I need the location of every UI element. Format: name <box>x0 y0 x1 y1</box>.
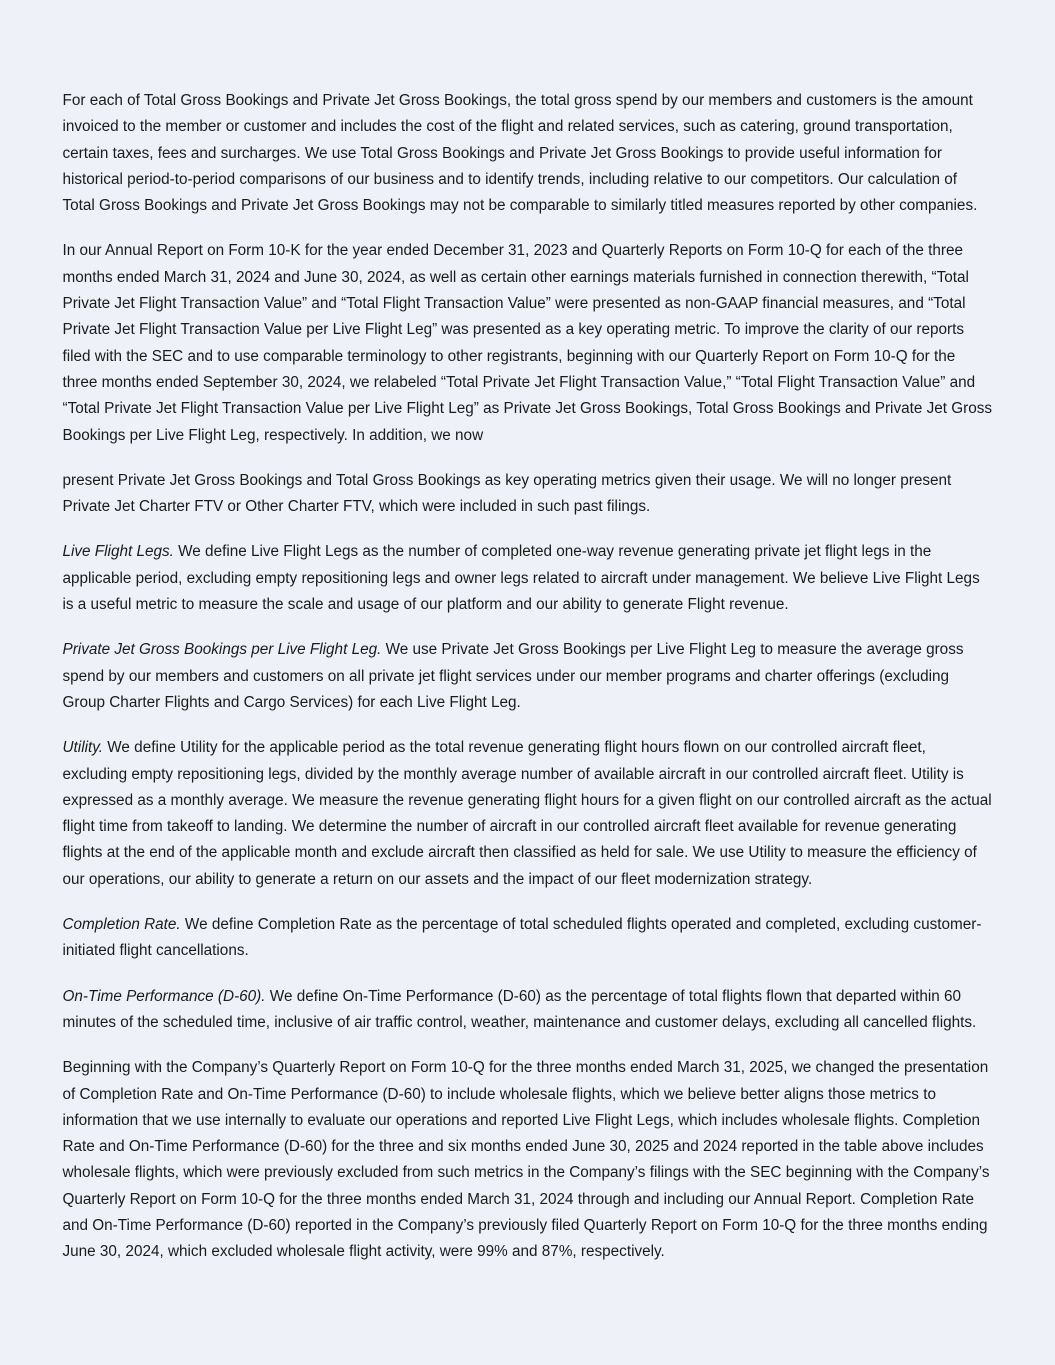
paragraph-live-flight-legs <box>63 539 993 618</box>
paragraph-key-operating-metrics <box>63 468 993 521</box>
paragraph-text: For each of Total Gross Bookings and Private Jet Gross Bookings, the total gross spend by our members and customers is the amount invoiced to the member or customer and includes the cost of the flight and related services, such as catering, ground transportation, certain taxes, fees and surcharges. We use Total Gross Bookings and Private Jet Gross Bookings to provide useful information for historical period-to-period comparisons of our business and to identify trends, including relative to our competitors. Our calculation of Total Gross Bookings and Private Jet Gross Bookings may not be comparable to similarly titled measures reported by other companies. <box>62 92 978 215</box>
paragraph-gross-bookings-per-leg <box>63 637 993 716</box>
paragraph-gross-bookings-definition <box>63 88 993 219</box>
paragraph-utility <box>63 735 993 893</box>
term-completion-rate: Completion Rate. <box>62 916 181 934</box>
document-body <box>63 88 993 1266</box>
paragraph-text: present Private Jet Gross Bookings and Total Gross Bookings as key operating metrics given their usage. We will no longer present Private Jet Charter FTV or Other Charter FTV, which were included in such past filings. <box>62 471 952 516</box>
paragraph-text: Beginning with the Company’s Quarterly Report on Form 10-Q for the three months ended March 31, 2025, we changed the presentation of Completion Rate and On-Time Performance (D-60) to include wholesale flights, which we believe better aligns those metrics to information that we use internally to evaluate our operations and reported Live Flight Legs, which includes wholesale flights. Completion Rate and On-Time Performance (D-60) for the three and six months ended June 30, 2025 and 2024 reported in the table above includes wholesale flights, which were previously excluded from such metrics in the Company’s filings with the SEC beginning with the Company’s Quarterly Report on Form 10-Q for the three months ended March 31, 2024 through and including our Annual Report. Completion Rate and On-Time Performance (D-60) reported in the Company’s previously filed Quarterly Report on Form 10-Q for the three months ending June 30, 2024, which excluded wholesale flight activity, were 99% and 87%, respectively. <box>62 1059 990 1261</box>
paragraph-text: We define On-Time Performance (D-60) as the percentage of total flights flown that departed within 60 minutes of the scheduled time, inclusive of air traffic control, weather, maintenance and customer delays, excluding all cancelled flights. <box>62 987 977 1031</box>
paragraph-relabeling-history <box>63 238 993 448</box>
term-gross-bookings-per-leg: Private Jet Gross Bookings per Live Flight Leg. <box>62 641 382 659</box>
term-utility: Utility. <box>62 739 104 757</box>
paragraph-completion-rate <box>63 912 993 965</box>
paragraph-on-time-performance <box>63 984 993 1037</box>
paragraph-wholesale-flights-change <box>63 1055 993 1265</box>
paragraph-text: In our Annual Report on Form 10-K for the year ended December 31, 2023 and Quarterly Reports on Form 10-Q for each of the three months ended March 31, 2024 and June 30, 2024, as well as certain other earnings materials furnished in connection therewith, “Total Private Jet Flight Transaction Value” and “Total Flight Transaction Value” were presented as non-GAAP financial measures, and “Total Private Jet Flight Transaction Value per Live Flight Leg” was presented as a key operating metric. To improve the clarity of our reports filed with the SEC and to use comparable terminology to other registrants, beginning with our Quarterly Report on Form 10-Q for the three months ended September 30, 2024, we relabeled “Total Private Jet Flight Transaction Value,” “Total Flight Transaction Value” and “Total Private Jet Flight Transaction Value per Live Flight Leg” as Private Jet Gross Bookings, Total Gross Bookings and Private Jet Gross Bookings per Live Flight Leg, respectively. In addition, we now <box>62 242 993 444</box>
term-on-time-performance: On-Time Performance (D-60). <box>62 987 266 1005</box>
paragraph-text: We use Private Jet Gross Bookings per Live Flight Leg to measure the average gross spend by our members and customers on all private jet flight services under our member programs and charter offerings (excluding Group Charter Flights and Cargo Services) for each Live Flight Leg. <box>62 641 964 711</box>
paragraph-text: We define Live Flight Legs as the number of completed one-way revenue generating private jet flight legs in the applicable period, excluding empty repositioning legs and owner legs related to aircraft under management. We believe Live Flight Legs is a useful metric to measure the scale and usage of our platform and our ability to generate Flight revenue. <box>62 543 980 614</box>
document-sheet <box>32 36 1023 1306</box>
paragraph-text: We define Completion Rate as the percentage of total scheduled flights operated and completed, excluding customer-initiated flight cancellations. <box>62 916 982 960</box>
paragraph-text: We define Utility for the applicable period as the total revenue generating flight hours flown on our controlled aircraft fleet, excluding empty repositioning legs, divided by the monthly average number of available aircraft in our controlled aircraft fleet. Utility is expressed as a monthly average. We measure the revenue generating flight hours for a given flight on our controlled aircraft as the actual flight time from takeoff to landing. We determine the number of aircraft in our controlled aircraft fleet available for revenue generating flights at the end of the applicable month and exclude aircraft then classified as held for sale. We use Utility to measure the efficiency of our operations, our ability to generate a return on our assets and the impact of our fleet modernization strategy. <box>62 739 992 888</box>
term-live-flight-legs: Live Flight Legs. <box>62 543 174 561</box>
